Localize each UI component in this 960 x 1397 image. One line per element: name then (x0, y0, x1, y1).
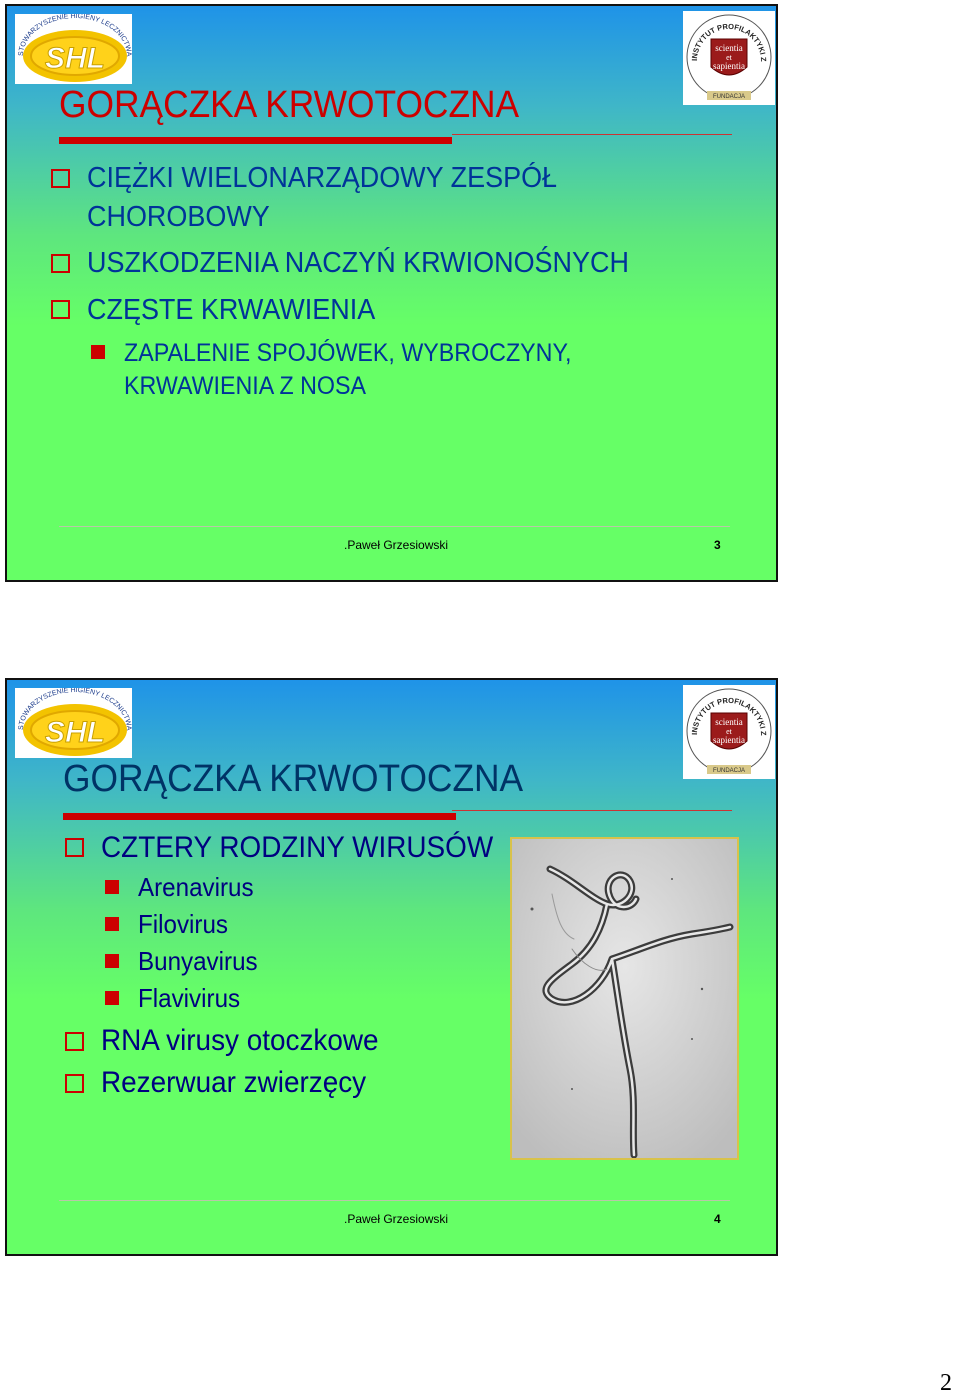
sub-bullet-text: Flavivirus (138, 983, 241, 1013)
title-underline (59, 137, 452, 144)
institute-ring-text: INSTYTUT PROFILAKTYKI Z (689, 695, 769, 736)
title-underline (63, 813, 456, 820)
slide-title: GORĄCZKA KRWOTOCZNA (63, 758, 524, 800)
hollow-bullet-icon (51, 254, 70, 273)
hollow-bullet-icon (65, 1074, 84, 1093)
hollow-bullet-icon (65, 1032, 84, 1051)
svg-text:scientia: scientia (715, 717, 743, 727)
sub-bullet-text: ZAPALENIE SPOJÓWEK, WYBROCZYNY, (124, 339, 572, 367)
slide-3 (5, 4, 778, 582)
bullet-text: CZTERY RODZINY WIRUSÓW (101, 831, 494, 864)
shl-logo (15, 14, 132, 84)
footer-author: .Paweł Grzesiowski (344, 538, 449, 552)
svg-text:et: et (726, 727, 732, 736)
sub-bullet-text: Arenavirus (138, 872, 254, 902)
institute-logo (683, 685, 775, 779)
svg-text:sapientia: sapientia (713, 61, 745, 71)
shl-arc-text: STOWARZYSZENIE HIGIENY LECZNICTWA (17, 14, 132, 57)
hollow-bullet-icon (51, 300, 70, 319)
hollow-bullet-icon (51, 169, 70, 188)
shl-mark: SHL (45, 42, 105, 75)
slide-number: 3 (714, 538, 721, 552)
solid-bullet-icon (105, 954, 119, 968)
slide-title: GORĄCZKA KRWOTOCZNA (59, 84, 520, 126)
solid-bullet-icon (105, 917, 119, 931)
title-divider (452, 134, 732, 135)
title-divider (452, 810, 732, 811)
institute-logo (683, 11, 775, 105)
bullet-text: Rezerwuar zwierzęcy (101, 1066, 367, 1099)
bullet-text: CIĘŻKI WIELONARZĄDOWY ZESPÓŁ (87, 162, 558, 194)
shl-arc-text: STOWARZYSZENIE HIGIENY LECZNICTWA (17, 688, 132, 731)
svg-text:et: et (726, 53, 732, 62)
footer-author: .Paweł Grzesiowski (344, 1212, 449, 1226)
bullet-text: USZKODZENIA NACZYŃ KRWIONOŚNYCH (87, 247, 629, 279)
solid-bullet-icon (105, 991, 119, 1005)
institute-ring-text: INSTYTUT PROFILAKTYKI Z (689, 21, 769, 62)
bullet-text: CHOROBOWY (87, 201, 270, 233)
footer-line (59, 526, 730, 527)
svg-text:scientia: scientia (715, 43, 743, 53)
slide-4 (5, 678, 778, 1256)
solid-bullet-icon (105, 880, 119, 894)
shl-logo (15, 688, 132, 758)
sub-bullet-text: Filovirus (138, 909, 229, 939)
virus-micrograph (510, 837, 739, 1160)
bullet-text: RNA virusy otoczkowe (101, 1024, 379, 1057)
footer-line (59, 1200, 730, 1201)
hollow-bullet-icon (65, 838, 84, 857)
svg-text:FUNDACJA: FUNDACJA (712, 94, 746, 100)
slide-number: 4 (714, 1212, 721, 1226)
sub-bullet-text: Bunyavirus (138, 946, 258, 976)
page-number: 2 (940, 1370, 952, 1396)
sub-bullet-text: KRWAWIENIA Z NOSA (124, 372, 367, 400)
svg-text:sapientia: sapientia (713, 735, 745, 745)
bullet-text: CZĘSTE KRWAWIENIA (87, 294, 376, 326)
shl-mark: SHL (45, 716, 105, 749)
solid-bullet-icon (91, 345, 105, 359)
svg-text:FUNDACJA: FUNDACJA (712, 768, 746, 774)
